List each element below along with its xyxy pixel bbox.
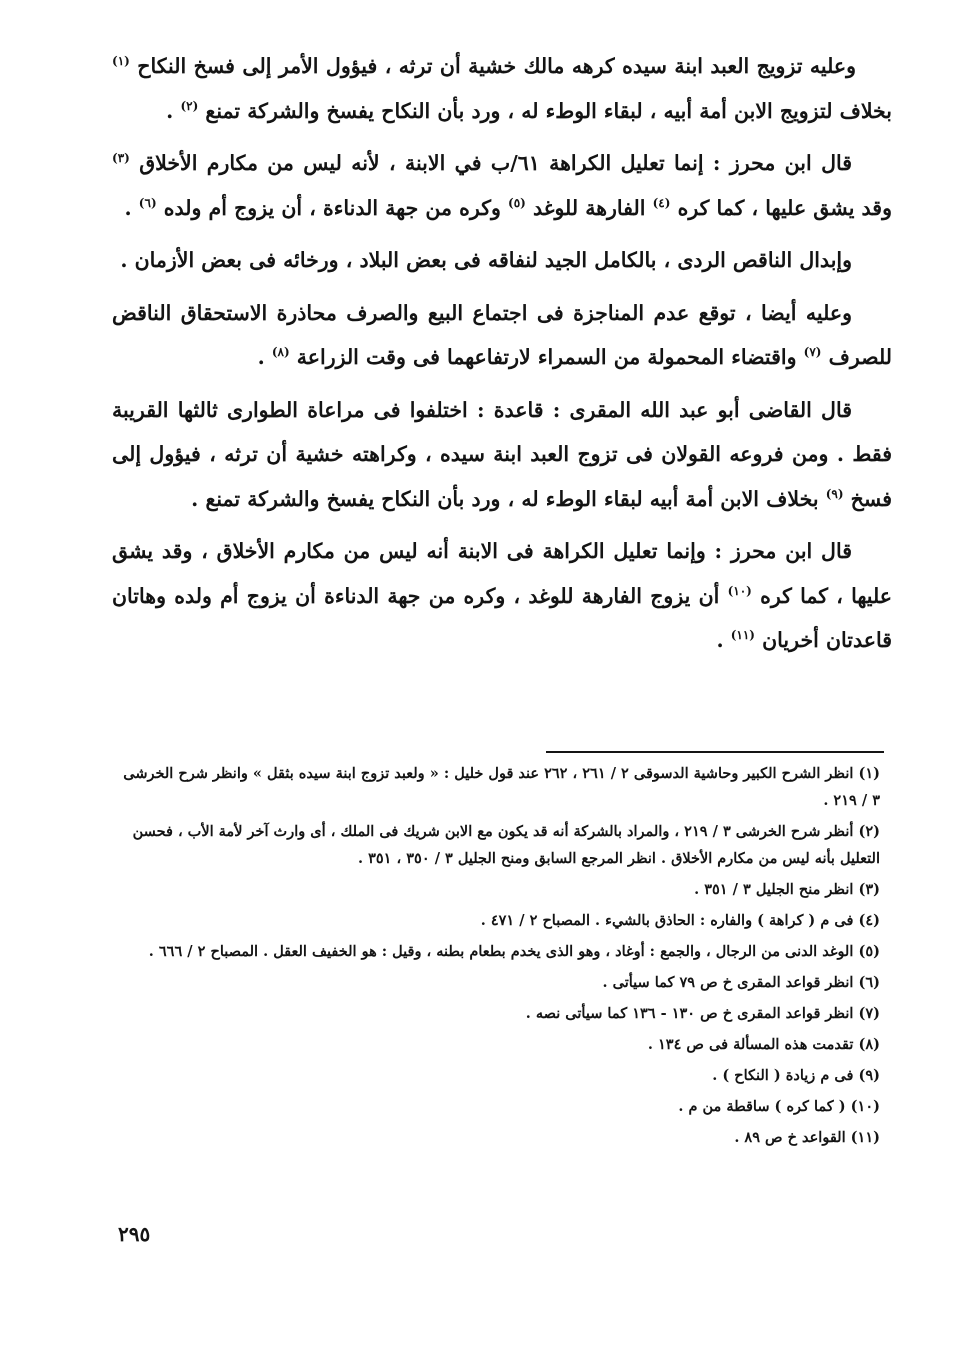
body-paragraph bbox=[112, 529, 892, 663]
footnote-text: تقدمت هذه المسألة فى ص ١٣٤ . bbox=[647, 1036, 854, 1053]
footnote-item bbox=[112, 1000, 880, 1027]
page-number: ٢٩٥ bbox=[118, 1222, 151, 1246]
text-run: قال ابن محرز : إنما تعليل الكراهة ٦١/ب في الابنة ، لأنه ليس من مكارم الأخلاق bbox=[129, 151, 853, 175]
footnote-item bbox=[112, 876, 880, 903]
footnote-text: الوغد الدنى من الرجال ، والجمع : أوغاد ، وهو الذى يخدم بطعام بطنه ، وقيل : هو الخفيف العقل . المصباح ٢ / ٦٦٦ . bbox=[148, 943, 854, 960]
footnote-number: (١) bbox=[858, 765, 880, 782]
text-run: وعليه أيضا ، توقع عدم المناجزة فى اجتماع البيع والصرف محاذرة الاستحقاق الناقض للصرف bbox=[112, 300, 892, 369]
text-run: وإبدال الناقص الردى ، بالكامل الجيد لنفاقه فى بعض البلاد ، ورخائه فى بعض الأزمان . bbox=[120, 248, 852, 272]
footnote-marker: (٤) bbox=[652, 195, 671, 210]
main-text bbox=[112, 44, 892, 671]
text-run: . bbox=[124, 195, 139, 220]
footnote-text: فى م ( كراهة ) والفاره : الحاذق بالشيء . المصباح ٢ / ٤٧١ . bbox=[480, 912, 854, 929]
footnote-number: (٩) bbox=[858, 1067, 880, 1084]
footnote-number: (٢) bbox=[858, 823, 880, 840]
text-run: وعليه تزويج العبد ابنة سيده كرهه مالك خشية أن ترثه ، فيؤول الأمر إلى فسخ النكاح bbox=[129, 54, 856, 78]
text-run: بخلاف الابن أمة أبيه لبقاء الوطء له ، ورد بأن النكاح يفسخ والشركة تمنع . bbox=[191, 486, 826, 511]
footnote-text: فى م زيادة ( النكاح ) . bbox=[712, 1067, 854, 1084]
text-run: . bbox=[257, 345, 272, 369]
footnote-text: انظر قواعد المقرى خ ص ١٣٠ - ١٣٦ كما سيأتى نصه . bbox=[525, 1005, 854, 1022]
footnote-item bbox=[112, 969, 880, 996]
footnote-marker: (٨) bbox=[271, 345, 290, 359]
text-run: قال ابن محرز : وإنما تعليل الكراهة فى الابنة أنه ليس من مكارم الأخلاق ، وقد يشق عليها ، كما كره bbox=[112, 539, 893, 608]
body-paragraph bbox=[112, 388, 892, 522]
text-run: قال القاضى أبو عبد الله المقرى : قاعدة : اختلفوا فى مراعاة الطوارى ثالثها القريبة فقط . ومن فروعه القولان فى تزوج العبد ابنة سيده ، وكراهته خشية أن ترثه ، فيؤول إلى فسخ bbox=[112, 397, 892, 511]
body-paragraph bbox=[112, 44, 892, 133]
footnote-item bbox=[112, 907, 880, 934]
footnote-number: (٨) bbox=[858, 1036, 880, 1053]
footnote-item bbox=[112, 1093, 880, 1120]
footnote-marker: (٣) bbox=[112, 151, 130, 165]
footnote-marker: (٢) bbox=[180, 98, 199, 113]
footnote-number: (٥) bbox=[858, 943, 880, 960]
footnote-number: (١٠) bbox=[850, 1098, 880, 1115]
footnote-text: انظر الشرح الكبير وحاشية الدسوقى ٢ / ٢٦١ ، ٢٦٢ عند قول خليل : « ولعبد تزوج ابنة سيده بثقل » وانظر شرح الخرشى ٣ / ٢١٩ . bbox=[123, 765, 880, 809]
body-paragraph bbox=[112, 238, 892, 283]
footnote-item bbox=[112, 938, 880, 965]
footnote-number: (١١) bbox=[850, 1129, 880, 1146]
footnote-text: أنظر شرح الخرشى ٣ / ٢١٩ ، والمراد بالشركة أنه قد يكون مع الابن شريك فى الملك ، أى وارث آخر لأمة الأب ، فحسن التعليل بأنه ليس من مكارم الأخلاق . انظر المرجع السابق ومنح الجليل ٣ / ٣٥٠ ، ٣٥١ . bbox=[132, 823, 880, 867]
footnote-marker: (٧) bbox=[803, 345, 822, 359]
footnote-number: (٧) bbox=[858, 1005, 880, 1022]
footnote-text: ( كما كره ) ساقطة من م . bbox=[678, 1098, 846, 1115]
footnote-number: (٣) bbox=[858, 881, 880, 898]
footnote-text: انظر قواعد المقرى خ ص ٧٩ كما سيأتى . bbox=[602, 974, 854, 991]
footnote-text: القواعد خ ص ٨٩ . bbox=[734, 1129, 846, 1146]
body-paragraph bbox=[112, 291, 892, 380]
footnote-number: (٤) bbox=[858, 912, 880, 929]
text-run: . bbox=[166, 98, 181, 123]
footnote-item bbox=[112, 1124, 880, 1151]
footnote-marker: (١١) bbox=[730, 628, 755, 642]
footnote-marker: (١) bbox=[112, 54, 130, 68]
footnote-item bbox=[112, 760, 880, 814]
text-run: بخلاف لتزويج الابن أمة أبيه ، لبقاء الوطء له ، ورد بأن النكاح يفسخ والشركة تمنع bbox=[198, 98, 892, 123]
text-run: الفارهة للوغد bbox=[525, 195, 653, 220]
text-run: أن يزوج الفارهة للوغد ، وكره من جهة الدناءة أن يزوج أم ولده وهاتان قاعدتان أخريان bbox=[112, 583, 892, 652]
footnote-marker: (٩) bbox=[825, 486, 844, 501]
footnote-marker: (٥) bbox=[508, 195, 526, 210]
body-paragraph bbox=[112, 141, 892, 230]
footnotes-section bbox=[112, 760, 880, 1155]
text-run: . bbox=[716, 628, 731, 652]
text-run: واقتضاء المحمولة من السمراء لارتفاعهما فى وقت الزراعة bbox=[289, 345, 804, 369]
footnote-text: انظر منح الجليل ٣ / ٣٥١ . bbox=[694, 881, 854, 898]
footnote-number: (٦) bbox=[858, 974, 880, 991]
footnote-item bbox=[112, 1031, 880, 1058]
text-run: وكره من جهة الدناءة ، أن يزوج أم ولده bbox=[156, 195, 508, 220]
text-run: وقد يشق عليها ، كما كره bbox=[670, 195, 892, 220]
footnote-item bbox=[112, 818, 880, 872]
footnote-item bbox=[112, 1062, 880, 1089]
footnote-marker: (١٠) bbox=[727, 583, 752, 598]
footnote-marker: (٦) bbox=[138, 195, 157, 210]
footnote-separator bbox=[546, 751, 884, 753]
